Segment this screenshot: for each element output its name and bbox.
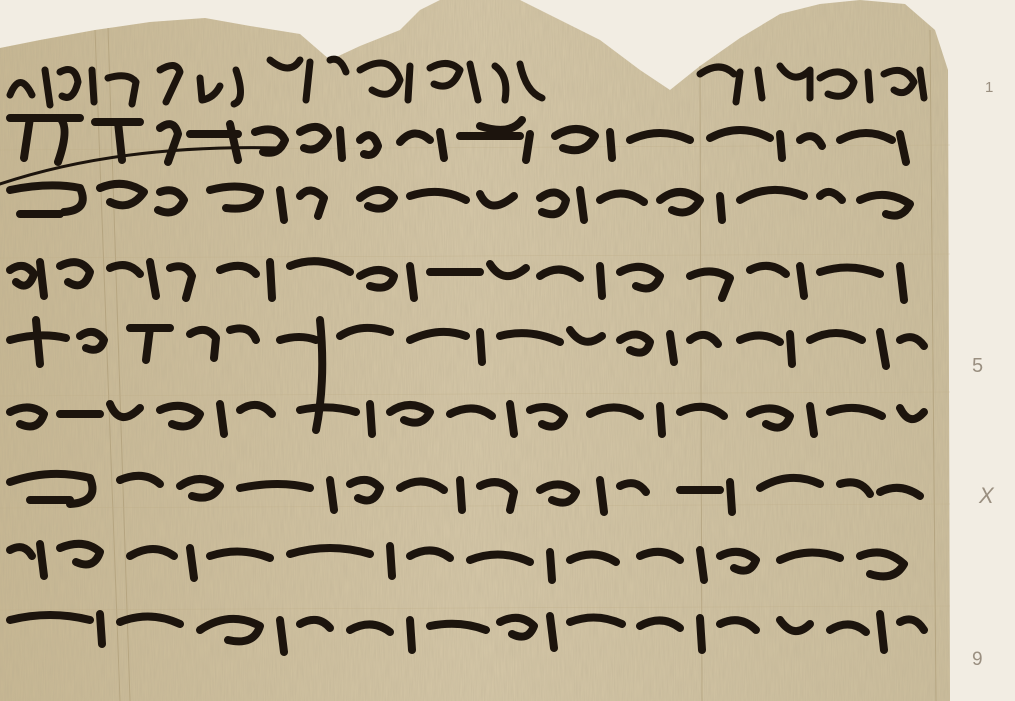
line-marker-x: X bbox=[979, 483, 994, 508]
line-number-1: 1 bbox=[985, 79, 994, 96]
line-number-9: 9 bbox=[972, 649, 983, 670]
line-number-5: 5 bbox=[972, 355, 984, 377]
